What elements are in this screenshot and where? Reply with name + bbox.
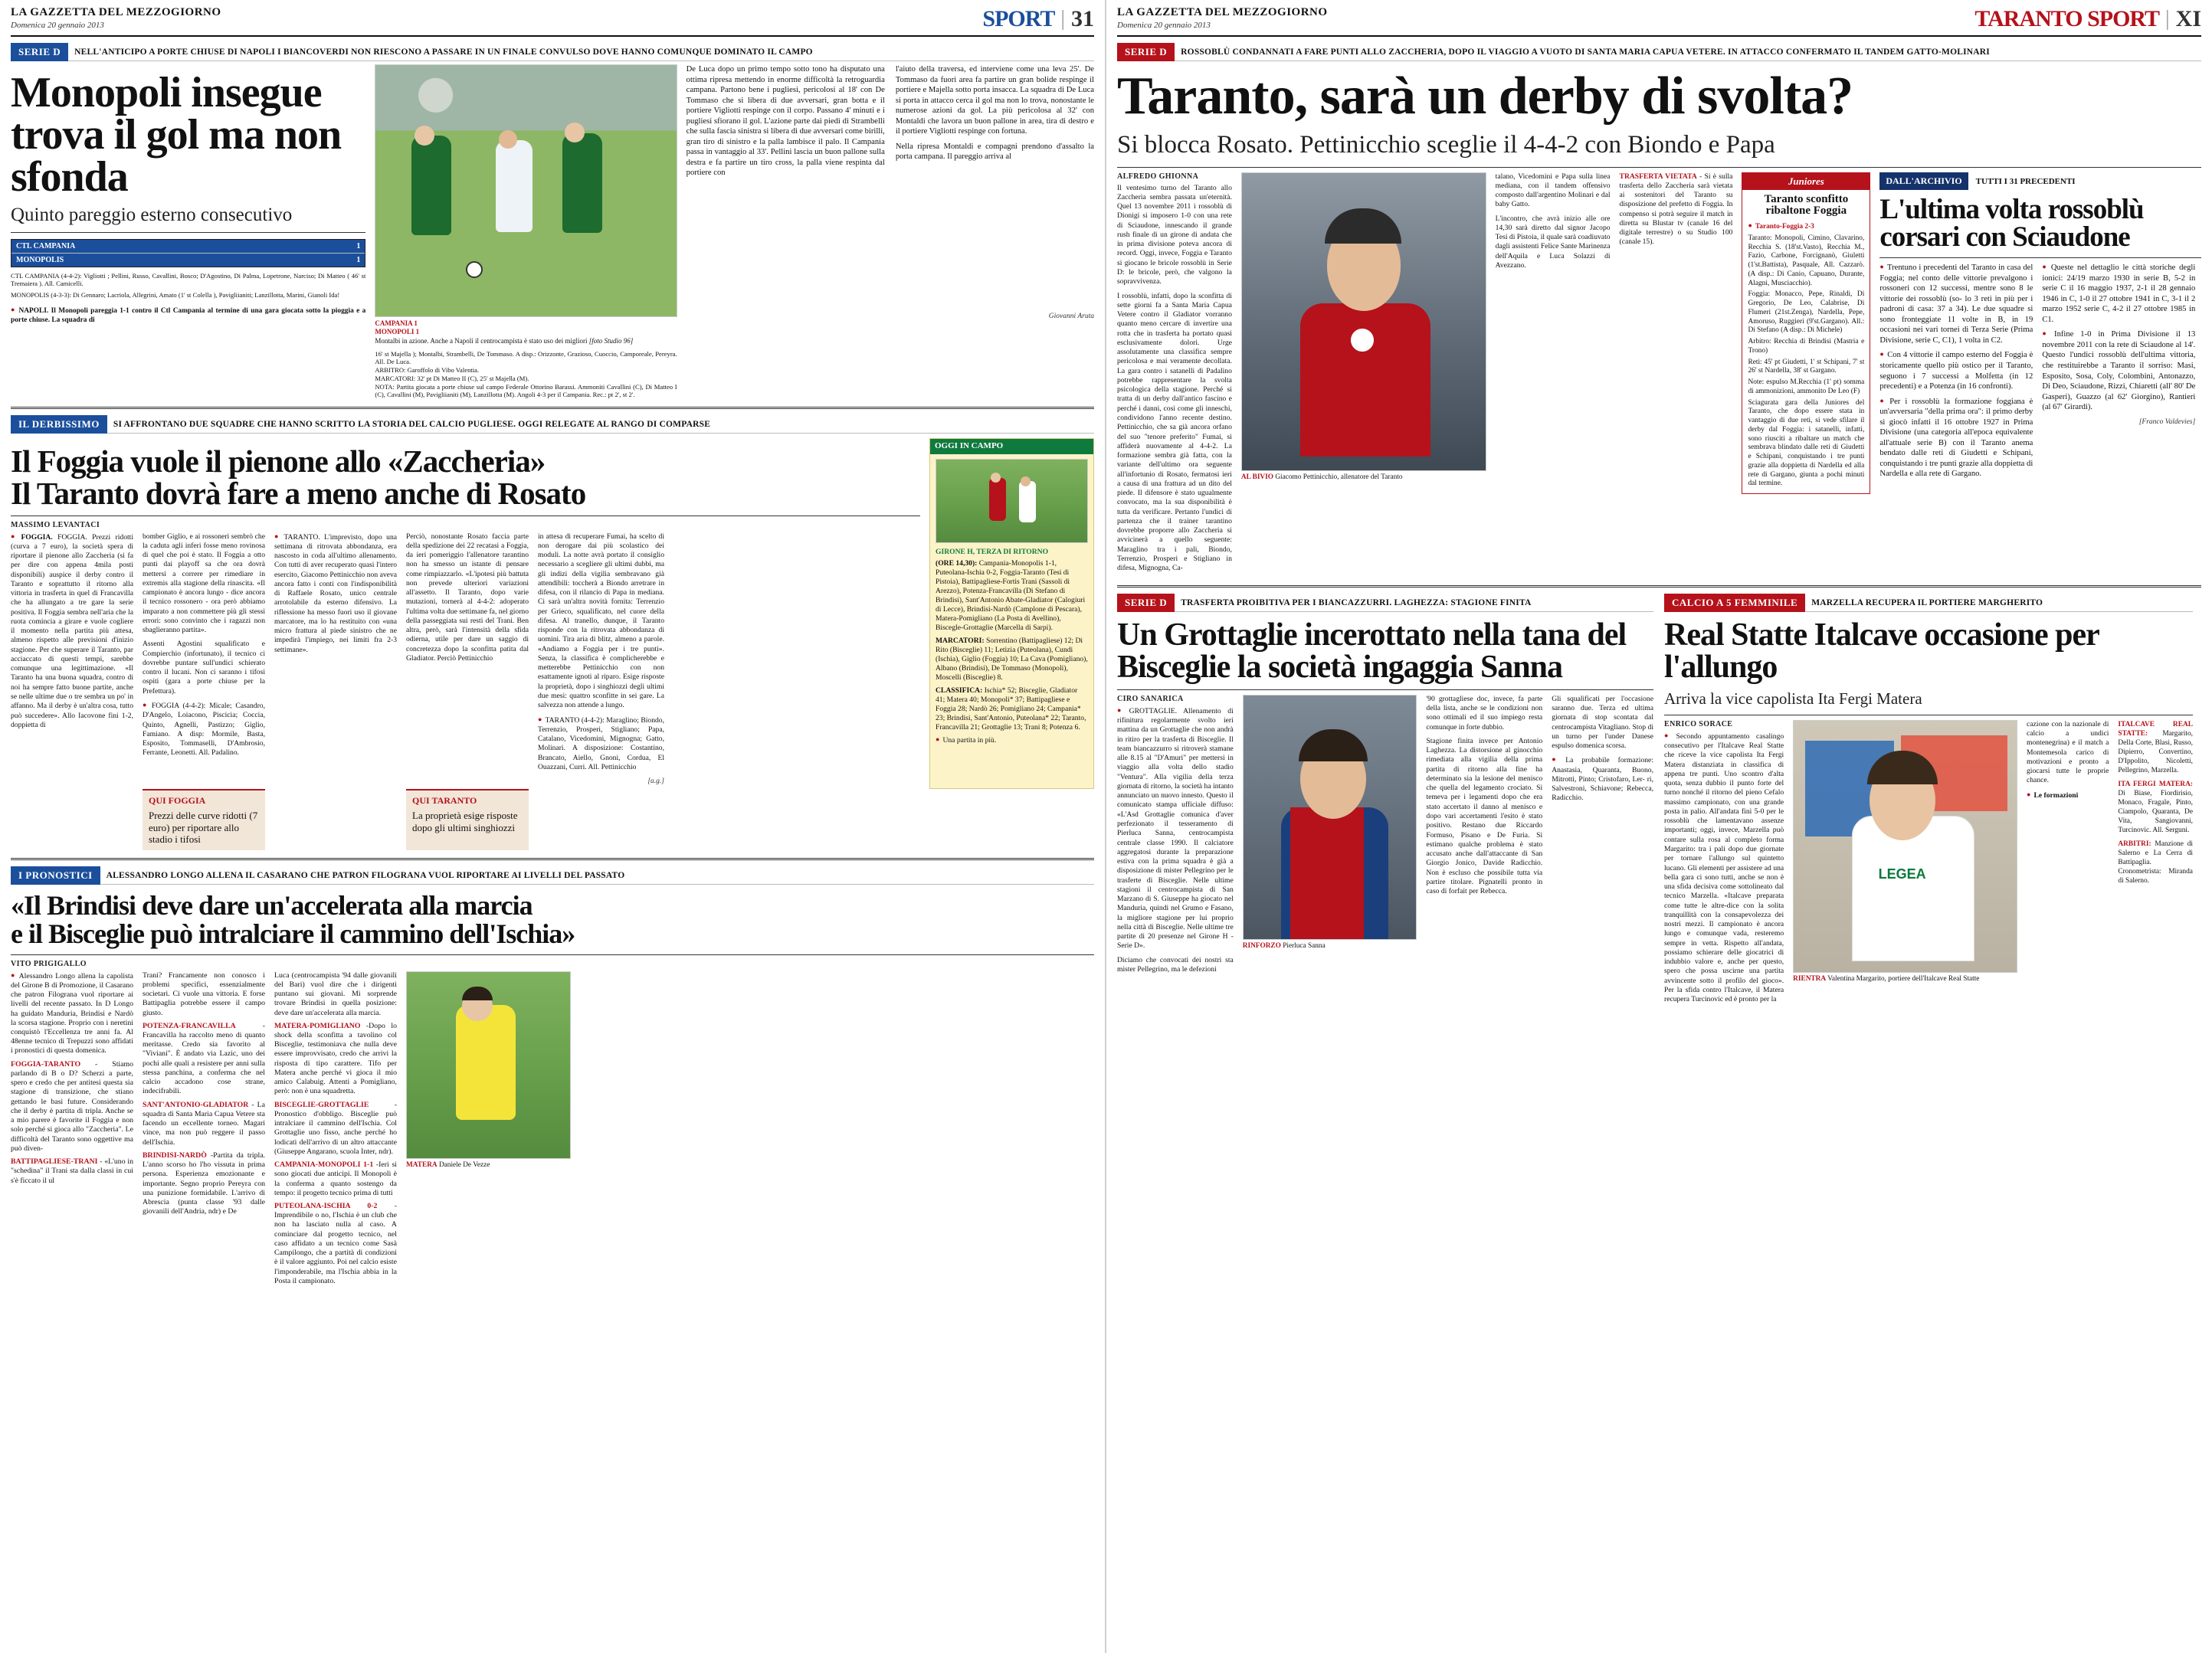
- r-a1-p3: talano, Vicedomini e Papa sulla linea mediana, con il tandem offensivo composto dall'argentino Molinari e dal baby Gatto.: [1495, 172, 1611, 209]
- article1-photo-col: [375, 64, 677, 399]
- arch-p5-text: Infine 1-0 in Prima Divisione il 13 novembre 2011 con la rete di Sciaudone al 14'. Questo l'undici rossoblù dell'ultima vittoria, che restituirebbe a Taranto il sorriso: Masi, Esposito, Sosa, Coly, Colombini, Antonazzo, Di Deo, Sciaudone, Rizzi, Chiaretti (all' 80' De Gasperi), Guazzo (al 62' Giorgino), Rantieri (al 67' Girardi).: [2042, 330, 2196, 412]
- newspaper-title: LA GAZZETTA DEL MEZZOGIORNO: [11, 6, 221, 18]
- r-article3-subhead: Arriva la vice capolista Ita Fergi Matera: [1664, 689, 1922, 708]
- margarito-photo: LEGEA: [1793, 720, 2017, 973]
- article3-headline-a: «Il Brindisi deve dare un'accelerata alla marcia: [11, 890, 533, 921]
- pred-title: POTENZA-FRANCAVILLA: [143, 1021, 236, 1030]
- newspaper-date: Domenica 20 gennaio 2013: [11, 21, 104, 30]
- girone-classifica: Ischia* 52; Bisceglie, Gladiator 41; Matera 40; Monopoli* 37; Battipagliese e Foggia 28; Nardò 26; Pomigliano 24; Campania* 23; Brindisi, Sant'Antonio, Puteolana* 22; Taranto, Francavilla 21; Grottaglie 13; Trani 8; Potenza 6.: [936, 686, 1086, 732]
- article2-headline-a: Il Foggia vuole il pienone allo «Zaccheria»: [11, 444, 546, 480]
- masthead-divider: |: [2165, 7, 2170, 31]
- pred-intro: [11, 971, 133, 1056]
- girone-classifica-label: CLASSIFICA:: [936, 686, 983, 695]
- grot-col1: [1117, 695, 1234, 979]
- margarito-caption-text: Valentina Margarito, portiere dell'Italcave Real Statte: [1827, 974, 1980, 983]
- r-article2-kicker: TRASFERTA PROIBITIVA PER I BIANCAZZURRI. LAGHEZZA: STAGIONE FINITA: [1175, 594, 1653, 612]
- article1-p3: Nella ripresa Montaldi e compagni prendono d'assalto la porta campana. Il pareggio arriva al: [895, 142, 1094, 162]
- r-article3-strip: [1664, 594, 2193, 612]
- caption-text: Giacomo Pettinicchio, allenatore del Taranto: [1275, 473, 1403, 481]
- foggia-text1: FOGGIA. Prezzi ridotti (curva a 7 euro), la società spera di riportare il pienone allo Zaccheria (si fa per dire con appena 4mila posti disponibili) auspice il derby contro il Taranto e soprattutto il ritorno alla vittoria in trasferta in quel di Francavilla che ha allungato a tre gare la serie positiva. Il Foggia sembra nell'aria che la ruota comincia a girare e vuole cogliere il momento nella partita più attesa, almeno rispetto alle previsioni d'inizio stagione. Per che superare il Taranto, par acciaccato di questi tempi, sarebbe comunque una legittimazione. «Il Taranto ha una buona squadra, contro di noi ha sempre fatto buone partite, anche se nelle ultime due o tre sembra un po' in affanno. Ma il derby è un'altra cosa, tutto può succedere». Allo Iacovone fini 1-2, doppietta di: [11, 532, 133, 729]
- pred-col1: [11, 971, 133, 1291]
- article2-kicker: SI AFFRONTANO DUE SQUADRE CHE HANNO SCRITTO LA STORIA DEL CALCIO PUGLIESE. OGGI RELEGATE AL RANGO DI COMPARSE: [107, 415, 1094, 434]
- girone-matches-text: Campania-Monopolis 1-1, Puteolana-Ischia 0-2, Foggia-Taranto (Tesi di Pistoia), Battipagliese-Fortis Trani (Sassoli di Arezzo), Potenza-Francavilla (Di Stefano di Brindisi), Sant'Antonio Abate-Gladiator (Calogiuri di Lecce), Brindisi-Nardò (Camplone di Pescara), Matera-Pomigliano (La Posta di Avellino), Biscegle-Grottaglie (Marcella di Sarpi).: [936, 558, 1086, 632]
- article1-photo-caption: Montalbi in azione. Anche a Napoli il centrocampista è stato uso dei migliori: [375, 336, 588, 345]
- arch-p4-text: Queste nel dettaglio le città storiche degli ionici: 24/19 marzo 1930 in serie B, 5-2 in serie C il 16 maggio 1937, 2-1 il 28 gennaio 1946 in C, 1-0 il 27 ottobre 1941 in C, 3-1 il 2 marzo 1952 serie C, 4-2 il 27 ottobre 1985 in C1.: [2042, 263, 2196, 324]
- r-a1-p5: Si è sulla trasferta dello Zaccheria sarà vietata ai sostenitori del Taranto su disposizione del prefetto di Foggia. In compenso si potrà seguire il match in diretta su Blustar tv (canale 16 del digitale terrestre) o su Studio 100 (canale 15).: [1619, 172, 1733, 247]
- pred-text: -Partita da tripla. L'anno scorso ho l'ho vissuta in prima persona. Esperienza emozionante e importante. Segno proprio Pereyra con una punizione formidabile. L'arrivo di Abrescia (punta classe '93 dalle giovanili dell'Andria, ndr) e De: [143, 1151, 265, 1216]
- sanna-caption: [1243, 942, 1417, 950]
- article1-body-wrap: [11, 64, 1094, 399]
- juniores-title: Taranto sconfitto ribaltone Foggia: [1764, 192, 1849, 218]
- girone-note: [936, 735, 1088, 745]
- r-article1-subhead: Si blocca Rosato. Pettinicchio sceglie il 4-4-2 con Biondo e Papa: [1117, 130, 1775, 159]
- calcio5-article: [1664, 594, 2193, 1009]
- scorebox-score: 1: [356, 255, 361, 264]
- archivio-col2: [2042, 263, 2195, 484]
- pettinicchio-caption: [1241, 473, 1486, 481]
- article2-tag: IL DERBISSIMO: [11, 415, 107, 434]
- article2-col5: [538, 532, 664, 787]
- masthead-left: [11, 6, 221, 30]
- right-masthead: [1117, 6, 2201, 37]
- arch-p1-text: Trentuno i precedenti del Taranto in casa del Foggia; nel conto delle vittorie prevalgono i rossoneri con 12 successi, mentre sono 8 le vittorie dei rossoblù (so- lo 3 reti in più per i padroni di casa: 37 a 34). Le due squadre si sono fronteggiate 11 volte in B, in 19 occasioni nei vari tornei di Terza Serie (Prima Divisione, serie C, C1), 1 volta in C2.: [1879, 263, 2033, 345]
- pred-more-2: Luca (centrocampista '94 dalle giovanili del Bari) vuol dire che i dirigenti puntano sui giovani. Mi sorprende trovare Brindisi in quella posizione: deve dare un'accelerata alla marcia.: [274, 971, 397, 1017]
- grot-p6-text: La probabile formazione: Anastasia, Quaranta, Buono, Mitrotti, Pinto; Cristofaro, Ler- ri, Salvestroni, Schiavone; Rebecca, Radicchio.: [1552, 756, 1653, 803]
- pred-item: [274, 1022, 397, 1097]
- archivio-col: [1879, 172, 2201, 578]
- arch-p3-text: Per i rossoblù la formazione foggiana è un'avversaria "della prima ora": il primo derby si giocò infatti il 16 ottobre 1927 in Prima Divisione (una categoria all'epoca equivalente all'attuale serie B) con il Taranto anema bendato dalle reti di Giudetti e Schipani, conquistando i tre punti grazie alla doppietta di Nardella e alla rete di Gargano.: [1879, 397, 2033, 479]
- r-article1-kicker: ROSSOBLÙ CONDANNATI A FARE PUNTI ALLO ZACCHERIA, DOPO IL VIAGGIO A VUOTO DI SANTA MARIA CAPUA VETERE. IN ATTACCO CONFERMATO IL TANDEM GATTO-MOLINARI: [1175, 43, 2201, 61]
- juniores-tag: Juniores: [1742, 173, 1870, 190]
- article1-lineups: [11, 272, 365, 300]
- r-a1-p2: I rossoblù, infatti, dopo la sconfitta di sette giorni fa a Santa Maria Capua Vetere contro il Gladiator vorranno quanto meno cercare di invertire una rotta che in trasferta ha portato quasi esclusivamente dolori. Urge assolutamente una classifica sempre pericolosa e mai veramente decollata. La gara contro i satanelli di Padalino potrebbe rappresentare la svolta psicologica della stagione. Perché si tratta di un derby dall'antico fascino e perché i danni, così come gli inneschi, condividono l'anno recente destino. Pettinicchio, che sa già ancora orfano del suo "tenore preferito" Fumai, si affiderà nuovamente al 4-4-2. La formazione sembra già fatta, con la variante dell'ultimo ora seguente all'infortunio di Rosato, fermatosi ieri a causa di una frattura ad un dito del piede. Il difensore è stato ugualmente convocato, ma la sua disponibilità è tutta da verificare. Pertanto l'undici di partenza che il trainer tarantino dovrebbe proporre allo Zaccheria si avvicinerà a quello seguente: Maraglino tra i pali, Biondo, Terrenzio, Prosperi e Stigliano in difesa, Mignogna, Ca-: [1117, 291, 1232, 573]
- scorebox-team: MONOPOLIS: [16, 255, 64, 264]
- article1-scorebox: [11, 239, 365, 267]
- juniores-score: Taranto-Foggia 2-3: [1755, 223, 1814, 231]
- r-a1-col4: [1620, 172, 1733, 578]
- trasferta-label: TRASFERTA VIETATA: [1619, 172, 1697, 181]
- taranto-text1: TARANTO. L'imprevisto, dopo una settimana di ritrovata abbondanza, era nascosto in coda all'ultimo allenamento. Con tutti di aver recuperato quasi l'intero esercito, Giacomo Pettinicchio non aveva ancora fatto i conti con l'indisponibilità di Raffaele Rosato, unico centrale arrotolabile da esterno difensivo. La riflessione ha messo fuori uso il giovane marcatore, ma lo ha restituito con «una micro frattura al piede sinistro che ne impedirà l'impiego, nei limiti fra 2-3 settimane».: [274, 532, 398, 654]
- pred-title: FOGGIA-TARANTO: [11, 1059, 81, 1069]
- juniores-goals: Reti: 45' pt Giudetti, 1' st Schipani, 7' st 26' st Nardella, 38' st Gargano.: [1748, 358, 1865, 375]
- grottaglie-article: [1117, 594, 1653, 1009]
- arch-p2: [1879, 350, 2033, 391]
- c5-photo-col: [1793, 720, 2017, 1010]
- juniores-text: Sciagurata gara della Juniores del Taranto, che dopo essere stata in vantaggio di due reti, si vede sfilare il derby dal Foggia: i satanelli, infatti, sono riusciti a ribaltare un match che sembrava blindato dalle reti di Giudetti e Schipani, conquistando i tre punti grazie alla doppietta di Nardella ed alla rete di Gargano, giunta a pochi minuti dal termine.: [1748, 398, 1865, 488]
- arbitri: [2118, 840, 2193, 885]
- pred-title: BATTIPAGLIESE-TRANI: [11, 1157, 98, 1167]
- juniores-col: [1742, 172, 1870, 578]
- section-label: SPORT: [982, 6, 1055, 31]
- r-bottom-wrap: [1117, 594, 2201, 1009]
- article2-headline-b: Il Taranto dovrà fare a meno anche di Rosato: [11, 476, 586, 512]
- oggi-in-campo-title: OGGI IN CAMPO: [930, 439, 1093, 454]
- pred-item: [274, 1202, 397, 1286]
- arch-p4: [2042, 263, 2195, 325]
- grot-p1: [1117, 706, 1234, 951]
- article1-photo-credit: [foto Studio 96]: [588, 336, 634, 345]
- archivio-headline: L'ultima volta rossoblù corsari con Sciaudone: [1879, 193, 2144, 253]
- pred-photo-col: [406, 971, 571, 1291]
- c5-p2: cazione con la nazionale di calcio a undici montenegrina) e il match a Montemesola carico di motivazioni e pronto a giocarsi tutte le proprie chance.: [2027, 719, 2109, 785]
- article2-main: [11, 438, 920, 850]
- taranto-p1: [274, 532, 397, 655]
- grot-p1-text: GROTTAGLIE. Allenamento di rifinitura regolarmente svolto ieri mattina da un Grottaglie che non andrà in ritiro per la trasferta di Bisceglie. Il team biancazzurro si ritroverà stamane alle 8.15 al "D'Amuri" per mettersi in viaggio alla volta dello stadio "Ventura". Alla vigilia della terza giornata di ritorno, la società ha intanto annunciato un nuovo innesto. Questo il comunicato stampa ufficiale diffuso: «L'Asd Grottaglie comunica d'aver perfezionato il tesseramento di Pierluca Sanna, centrocampista centrale classe 1990. Il calciatore aggregatosi durante la preparazione estiva con la prima squadra è già a disposizione di mister Pellegrino per le trasferte di Bisceglie. Nelle ultime stagioni il centrocampista di San Marzano di S. Giuseppe ha giocato nel Manduria, quindi nel Grumo e Fasano, la migliore stagione per lui proprio nella città di Bisceglie. Nelle ultime tre partite di 20 presenze nel Girone H - Serie D».: [1117, 706, 1234, 951]
- article1-photo-caption-wrap: CAMPANIA 1 MONOPOLI 1 Montalbi in azione. Anche a Napoli il centrocampista è stato uso dei migliori [foto Studio 96]: [375, 319, 634, 345]
- pred-text: -Imprendibile o no, l'Ischia è un club che non ha lasciato nulla al caso. A cominciare dal progetto tecnico, nel caso affidato a un tecnico come Sasà Campilongo, che a partità di condizioni è il valore aggiunto. Poi nel calcio esiste l'imponderabile, ma l'Ischia abbia in la Posta il campionato.: [274, 1202, 397, 1285]
- r-a1-trasferta: TRASFERTA VIETATA - Si è sulla trasferta dello Zaccheria sarà vietata ai sostenitori del Taranto su disposizione del prefetto di Foggia. In compenso si potrà seguire il match in diretta su Blustar tv (canale 16 del digitale terrestre) o su Studio 100 (canale 15).: [1619, 172, 1733, 247]
- article3-tag: I PRONOSTICI: [11, 866, 100, 885]
- matera-photo: [406, 971, 571, 1159]
- r-article1-headline: Taranto, sarà un derby di svolta?: [1117, 67, 1853, 126]
- matchdata-notes: NOTA: Partita giocata a porte chiuse sul campo Federale Ottorino Barassi. Ammoniti Cavallini (C), Di Matteo I (C), Cavallini (M), Pavigliianiti (M), Lanzillotta (M). Angoli 4-3 per il Campania. Rec.: pt 2', st 2'.: [375, 382, 677, 399]
- form-italcave-text: Margarito, Della Corte, Blasi, Russo, Dipierro, Convertino, D'Ippolito, Nicoletti, Pellegrino, Marzella.: [2118, 729, 2193, 774]
- article2-col1: [11, 532, 133, 787]
- article1-p2: l'aiuto della traversa, ed interviene come una leva 25'. De Tommaso da fuori area fa partire un gran bolide respinge il portiere e Majella sotto porta insacca. La squadra di De Luca si porta in attacco cerca il gol ma non lo trova, nonostante le numerose azioni da gol. La più pericolosa al 32' con Montaldi che lavora un buon pallone in area, tira di destro e il portiere Vigliotti respinge con fortuna.: [895, 65, 1094, 136]
- oggi-in-campo-col: [929, 438, 1094, 850]
- article1-left: [11, 64, 365, 399]
- pred-item: [11, 1157, 133, 1186]
- lineup-home: CTL CAMPANIA (4-4-2): Vigliotti ; Pellini, Russo, Cavallini, Bosco; D'Agostino, Di Palma, Lopetrone, Narciso; Di Matteo ( 46' st Tremaiera ). All. Camicelli.: [11, 271, 366, 288]
- foggia-p3: Assenti Agostini squalificato e Compierchio (infortunato), il tecnico ci dovrebbe puntare sull'undici schierato contro il lucani. Non ci saranno i tifosi ospiti (gara a porte chiuse per la Prefettura).: [143, 640, 265, 696]
- pred-title: PUTEOLANA-ISCHIA 0-2: [274, 1202, 378, 1210]
- caption-label: AL BIVIO: [1240, 473, 1273, 481]
- juniores-notes: Note: espulso M.Recchia (1' pt) somma di ammonizioni, ammonito De Leo (F): [1748, 378, 1865, 395]
- pred-title: BRINDISI-NARDÒ: [143, 1151, 207, 1160]
- arch-p2-text: Con 4 vittorie il campo esterno del Foggia è storicamente quello più ostico per il Taranto, seguono i 7 successi a Molfetta (in 12 precedenti) e a Potenza (in 16 confronti).: [1879, 351, 2033, 391]
- sanna-photo: [1243, 695, 1417, 940]
- article1-kicker: NELL'ANTICIPO A PORTE CHIUSE DI NAPOLI I BIANCOVERDI NON RIESCONO A PASSARE IN UN FINALE CONVULSO DOVE HANNO COMUNQUE DOMINATO IL CAMPO: [68, 43, 1094, 61]
- arch-p3: [1879, 397, 2033, 480]
- pred-title: SANT'ANTONIO-GLADIATOR: [143, 1100, 249, 1109]
- arch-p1: [1879, 263, 2033, 345]
- pred-item: [11, 1060, 133, 1154]
- article1-strip: [11, 43, 1094, 61]
- r-a1-col3: [1496, 172, 1611, 578]
- article1-photo: [375, 64, 677, 317]
- foggia-lineup-text: FOGGIA (4-4-2): Micale; Casandro, D'Angelo, Loiacono, Piscicia; Coccia, Quinto, Agnelli, Pastizzo; Giglio, Famiano. A disp: Mormile, Basta, Esposito, Tommaselli, D'Ambrosio, Ferrante, Leonetti. All. Padalino.: [143, 702, 265, 758]
- arch-p5: [2042, 329, 2195, 412]
- archivio-credit: [Franco Valdevies]: [2138, 417, 2196, 426]
- pred-intro-text: Alessandro Longo allena la capolista del Girone B di Promozione, il Casarano che patron Filograna vuol riportare ai livelli del recente passato. In D Longo ha guidato Manduria, Brindisi e Nardò la scorsa stagione. Proprio con i neretini conquistò l'Eccellenza tre anni fa. Al 48enne tecnico di Trepuzzi sono affidati i pronostici di questa domenica.: [11, 971, 134, 1056]
- r-article3-byline: ENRICO SORACE: [1664, 719, 1733, 728]
- quote-foggia: [143, 789, 265, 850]
- quote-foggia-text: Prezzi delle curve ridotti (7 euro) per riportare allo stadio i tifosi: [149, 810, 258, 846]
- grot-p4: Stagione finita invece per Antonio Laghezza. La distorsione al ginocchio rimediata alla vigilia della prima partita di ritorno alla fine ha determinato sia la lesione del menisco che quella del legamento crociato. Si temeva per i legamenti dopo che era stato accertato il danno al menisco e dopo vari accertamenti l'esito è stato positivo. Restano due Riccardo Formuso, Pisano e De Furia. Si estimano qualche problema è stato accusato anche dall'attaccante di San Giorgio Jonico, Davide Radicchio. Non è escluso che possibile tutta via partire titolare. Pignatelli pronto in caso di forfait per Rebecca.: [1426, 736, 1543, 896]
- r-article1-byline: ALFREDO GHIONNA: [1117, 172, 1199, 181]
- matchdata-referee: ARBITRO: Garoffolo di Vibo Valentia.: [375, 366, 480, 375]
- juniores-body: [1742, 221, 1870, 489]
- oggi-photo: [936, 459, 1088, 543]
- article1-headline: Monopoli insegue trova il gol ma non sfonda: [11, 69, 342, 201]
- article1-tag: SERIE D: [11, 43, 68, 61]
- quote-taranto: [406, 789, 529, 850]
- masthead-right: [1974, 6, 2201, 32]
- grot-photo-col: [1243, 695, 1417, 979]
- article1-credit: Giovanni Aruta: [1048, 313, 1094, 320]
- r-article2-byline: CIRO SANARICA: [1117, 694, 1184, 703]
- article2-byline: MASSIMO LEVANTACI: [11, 520, 100, 529]
- matera-caption-text: Daniele De Vezze: [438, 1160, 490, 1169]
- article3-strip: [11, 866, 1094, 885]
- scorebox-team: CTL CAMPANIA: [16, 241, 76, 250]
- r-article1-strip: [1117, 43, 2201, 61]
- grot-col4: [1552, 695, 1653, 979]
- r-article2-headline: Un Grottaglie incerottato nella tana del Bisceglie la società ingaggia Sanna: [1117, 617, 1627, 685]
- taranto-lineup: [538, 715, 664, 773]
- juniores-lineup-taranto: Taranto: Monopoli, Cimino, Clavarino, Recchia S. (18'st.Vasto), Recchia M., Fazio, Carbone, Forcignanò, Giuletti (1'st.Battista), Pasquale, All. Cazzarò. (A disp.: Di Canio, Capuano, Durante, Alagni, Musciacchio).: [1748, 234, 1865, 287]
- article2-col4: [406, 532, 529, 787]
- oggi-in-campo-box: [929, 438, 1094, 789]
- girone-matches: [936, 559, 1088, 633]
- pred-text: - Stiamo parlando di B o D? Scherzi a parte, spero e credo che per antitesi questa sia stagione di transizione, che stiano gettando le basi future. Considerando che il derby è partita di tripla. Anche se a mio parere è favorite il Foggia e non solo perché si gioca allo "Zaccheria". Le difficoltà del Taranto sono oggettive ma può diven-: [11, 1059, 133, 1153]
- sanna-caption-label: RINFORZO: [1242, 941, 1281, 950]
- article3-wrap: [11, 971, 1094, 1291]
- left-masthead: [11, 6, 1094, 37]
- newspaper-title: LA GAZZETTA DEL MEZZOGIORNO: [1117, 6, 1328, 18]
- pred-col2: [143, 971, 265, 1291]
- form-matera-text: Di Biase, Fiordirisio, Monaco, Fragale, Pinto, Ciampolo, Quaranta, De Vita, Sangiovanni, Turcinovic. All. Serguni.: [2118, 790, 2193, 835]
- c5-col1: [1664, 720, 1784, 1010]
- r-article1-tag: SERIE D: [1117, 43, 1175, 61]
- form-matera: [2118, 780, 2193, 835]
- r-article3-kicker: MARZELLA RECUPERA IL PORTIERE MARGHERITO: [1805, 594, 2193, 612]
- r-article1-wrap: [1117, 172, 2201, 578]
- r-article2-strip: [1117, 594, 1653, 612]
- pred-text: - La squadra di Santa Maria Capua Vetere sta facendo un eccellente torneo. Magari vince, ma non può reggere il passo dell'Ischia.: [143, 1100, 265, 1147]
- sanna-caption-text: Pierluca Sanna: [1283, 941, 1326, 950]
- pred-title: MATERA-POMIGLIANO: [274, 1021, 361, 1030]
- pred-title: CAMPANIA-MONOPOLI 1-1: [274, 1160, 374, 1170]
- lineup-away: MONOPOLIS (4-3-3): Di Gennaro; Lacriola, Allegrini, Amato (1' st Colella ), Pavigliianiti; Lanzillotta, Marini, Gianoli Ida!: [11, 291, 340, 300]
- form-italcave-label: ITALCAVE REAL STATTE:: [2118, 720, 2193, 738]
- scorebox-score: 1: [356, 241, 361, 250]
- pettinicchio-photo: [1241, 172, 1486, 471]
- grot-p5: Gli squalificati per l'occasione saranno due. Terza ed ultima giornata di stop scontata dal centrocampista Vitagliano. Stop di un turno per l'under Danese espulso domenica scorsa.: [1552, 694, 1653, 751]
- quote-row: [11, 789, 920, 850]
- matchdata-line: 16' st Majella ); Montalbi, Strambelli, De Tommaso. A disp.: Orizzonte, Grazioso, Cuoccio, Camporeale, Pereyra. All. De Luca.: [375, 349, 677, 366]
- arbitri-text: Manzione di Salerno e La Cerra di Battipaglia. Cronometrista: Miranda di Salerno.: [2118, 840, 2193, 885]
- article2-credit: [a.g.]: [647, 777, 664, 786]
- pred-text: -Ieri si sono giocati due anticipi. Il Monopoli è la conferma a quanto sostengo da tempo: il progetto tecnico prima di tutti: [274, 1160, 397, 1197]
- foggia-p1: ● FOGGIA. FOGGIA. Prezzi ridotti (curva a 7 euro), la società spera di riportare il pienone allo Zaccheria (si fa per dire con appena 4mila posti disponibili) auspice il derby contro il Taranto e soprattutto il ritorno alla vittoria in trasferta in quel di Francavilla che ha allungato a tre gare la serie positiva. Il Foggia sembra nell'aria che la ruota comincia a girare e vuole cogliere il momento nella partita più attesa, almeno rispetto alle previsioni d'inizio stagione. Per che superare il Taranto, par acciaccato di questi tempi, sarebbe comunque una legittimazione. «Il Taranto ha una buona squadra, contro di noi ha sempre fatto buone partite, anche se nelle ultime due o tre sembra un po' in affanno. Ma il derby è un'altra cosa, tutto può succedere». Allo Iacovone fini 1-2, doppietta di: [11, 532, 133, 731]
- article3-headline-b: e il Bisceglie può intralciare il cammino dell'Ischia»: [11, 918, 575, 950]
- arbitri-label: ARBITRI:: [2118, 840, 2151, 849]
- juniores-box: [1742, 172, 1870, 495]
- foggia-p2: bomber Giglio, e ai rossoneri sembrò che la caduta agli inferi fosse meno rovinosa di quel che poi è stato. Il Foggia a otto punti dai playoff sa che ora dovrà mettersi a correre per rimediare in extremis alla stagione della rinascita. «Il campionato è ancora lungo - dice ancora il tecnico rossonero - ora però abbiamo imparato a non commettere più gli stessi errori: sono convinto che i ragazzi non sbaglieranno partita».: [143, 532, 265, 635]
- grot-col3: [1426, 695, 1542, 979]
- r-a1-col1: [1117, 172, 1232, 578]
- c5-p3: [2027, 790, 2109, 800]
- article1-text: [687, 64, 1094, 309]
- c5-col4: [2118, 720, 2193, 1010]
- napoli-note: NAPOLI. Il Monopoli pareggia 1-1 contro il Ctl Campania al termine di una gara giocata sotto la pioggia e a porte chiuse. La squadra di: [11, 306, 366, 325]
- masthead-right: [982, 6, 1094, 32]
- article1-napoli-note: [11, 306, 365, 325]
- margarito-caption: [1793, 975, 2017, 983]
- pred-title: BISCEGLIE-GROTTAGLIE: [274, 1100, 369, 1109]
- juniores-referee: Arbitro: Recchia di Brindisi (Mastria e Trono): [1748, 338, 1865, 355]
- quote-foggia-title: QUI FOGGIA: [149, 795, 206, 807]
- girone-standings: [936, 686, 1088, 732]
- grot-p3: '90 grottagliese doc, invece, fa parte della lista, anche se le condizioni non sono ottimali ed il suo impiego resta comunque in forte dubbio.: [1426, 694, 1543, 732]
- foggia-lineup: [143, 701, 265, 758]
- article2-col3: [274, 532, 397, 787]
- article2-strip: [11, 415, 1094, 434]
- girone-marcatori: Sorrentino (Battipagliese) 12; Di Rito (Bisceglie) 11; Letizia (Puteolana), Cundi (Ischia), Giglio (Foggia) 10; La Cava (Pomigliano), Albano (Brindisi), De Tommaso (Monopoli), Moscelli (Bisceglie) 8.: [936, 636, 1088, 682]
- pred-text: -Pronostico d'obbligo. Bisceglie può intralciare il cammino dell'Ischia. Col Grottaglie uno fisso, anche perché ho lodicati dell'arrivo di un altro attaccante (Giuseppe Angarano, scuola Inter, ndr).: [274, 1100, 397, 1156]
- pred-item: [143, 1151, 265, 1217]
- girone-note-text: Una partita in più.: [942, 735, 997, 745]
- section-label: TARANTO SPORT: [1974, 6, 2160, 31]
- archivio-col1: [1879, 263, 2033, 484]
- quote-taranto-title: QUI TARANTO: [412, 795, 477, 807]
- form-matera-label: ITA FERGI MATERA:: [2118, 780, 2193, 788]
- article2-wrap: [11, 438, 1094, 850]
- article1-subhead: Quinto pareggio esterno consecutivo: [11, 204, 293, 225]
- c5-p1-text: Secondo appuntamento casalingo consecutivo per l'Italcave Real Statte che riceve la vice capolista Ita Fergi Matera distanziata in classifica di appena tre punti. Uno scontro d'alta quota, senza dubbio il punto forte del turno nonché il ritorno del pieno Cefalo massimo campionato, con una grande posta in palio. All'andata finì 5-0 per le rossoblù che lamentavano assenze importanti; oggi, invece, Marzella può contare sulla rosa al completo forma Margarito: tra i pali dopo due giornate per tornare l'allungo sul quintetto lucano. Gli elementi per assistere ad una bella gara ci sono tutti, anche se non è una sfida decisiva come sottolineato dal tecnico Marzella. «Italcave preparata come tutte le altre-dice con la solita tranquillità con la consapevolezza dei nostri mezzi. Il campionato è ancora lungo e comunque vada, resteremo sempre in vetta. Rispetto all'andata, possiamo schierare delle giocatrici di indubbio valore e, anche per questo, spero che possa uscirne una partita avvincente sotto il profilo del gioco». Per la sfida contro l'Italcave, il Matera recupera Turcinovic ed è pronto per la: [1664, 732, 1784, 1004]
- pred-more-1: Trani? Francamente non conosco i problemi specifici, essenzialmente societari. Ci vuole una vittoria. E forse Battipaglia potrebbe essere il campo giusto.: [143, 971, 265, 1017]
- r-a1-p1: Il ventesimo turno del Taranto allo Zaccheria sembra passata un'eternità. Quel 13 novembre 2011 i rossoblù di Dionigi si imposero 1-0 con una rete di Sciaudone, innescando il grande rush finale di un girone di andata che in prima divisione poteva ancora di record. Oggi, invece, Foggia e Taranto si giocano le bricole rossoblù in Serie D: le bricole, però, che valgono la sopravvivenza.: [1117, 183, 1232, 286]
- grot-p6: [1552, 755, 1653, 803]
- archivio-kicker: TUTTI I 31 PRECEDENTI: [1975, 176, 2076, 186]
- article1-p1: De Luca dopo un primo tempo sotto tono ha disputato una ottima ripresa mettendo in enorme difficoltà la retroguardia campana. Partono bene i pugliesi, pericolosi al 18' con De Tommaso che si libera di due avversari, gran botta e il portiere Vigliotti respinge con il corpo. Passano 4' minuti e i pugliesi sfiorano il gol. L'azione parte dai piedi di Strambelli che sulla fascia sinistra si libera di due avversari come birilli, gran tiro di sinistro e la palla lambisce il palo. Il Campania passa in vantaggio al 33'. Pellini lascia un buon pallone sulla destra e fa partire un tiro cross, la palla viene respinta dal portiere con: [686, 65, 885, 178]
- c5-formazioni-label: Le formazioni: [2033, 790, 2079, 800]
- right-page: [1106, 0, 2212, 1653]
- c5-p1: [1664, 732, 1784, 1005]
- archivio-box: [1879, 172, 2201, 484]
- article1-matchdata: [375, 350, 677, 399]
- grot-p2: Diciamo che convocati dei nostri sta mister Pellegrino, ma le defezioni: [1117, 955, 1234, 974]
- pred-text: - «L'uno in "schedina" il Trani sta dalla classi in cui s'è ficcato il ul: [11, 1157, 133, 1185]
- page-number: 31: [1071, 6, 1094, 31]
- pred-item: [274, 1160, 397, 1198]
- grottaglie-cols: [1117, 695, 1653, 979]
- article2-col2: [143, 532, 265, 787]
- article3-kicker: ALESSANDRO LONGO ALLENA IL CASARANO CHE PATRON FILOGRANA VUOL RIPORTARE AI LIVELLI DEL PASSATO: [100, 866, 1094, 885]
- matera-caption-label: MATERA: [406, 1160, 437, 1169]
- pred-item: [274, 1101, 397, 1157]
- form-italcave: [2118, 720, 2193, 775]
- girone-ore: (ORE 14,30):: [936, 558, 978, 568]
- article3-byline: VITO PRIGIGALLO: [11, 959, 87, 968]
- archivio-tag: DALL'ARCHIVIO: [1879, 172, 1968, 190]
- pred-text: -Francavilla ha raccolto meno di quanto meritasse. Credo sia favorito al "Viviani". È andato via Lazic, uno dei pochi alle quali a resistere per anni sulla stessa panchina, a conferma che nel calcio accadono cose strane, indecifrabili.: [143, 1021, 265, 1096]
- r-a1-photo-col: [1241, 172, 1486, 578]
- c5-col3: [2027, 720, 2109, 1010]
- pred-col3: [274, 971, 397, 1291]
- girone-marcatori-label: MARCATORI:: [936, 636, 985, 645]
- matera-caption: [406, 1161, 571, 1169]
- masthead-divider: |: [1060, 7, 1065, 31]
- quote-taranto-text: La proprietà esige risposte dopo gli ultimi singhiozzi: [412, 810, 518, 833]
- girone-title: GIRONE H, TERZA DI RITORNO: [936, 547, 1049, 556]
- r-article3-headline: Real Statte Italcave occasione per l'allungo: [1664, 617, 2099, 685]
- girone-scorers: [936, 637, 1088, 682]
- page-number: XI: [2175, 6, 2201, 31]
- taranto-lineup-text: TARANTO (4-4-2): Maraglino; Biondo, Terrenzio, Prosperi, Stigliano; Papa, Catalano, Vicedomini, Mignogna; Gatto, Molinari. A disposizione: Costantino, Brancato, Aiello, Gnoni, Cordua, El Ouazzani, Curri. All. Pettinicchio: [538, 715, 665, 771]
- masthead-left: [1117, 6, 1328, 30]
- scorebox-row: [11, 240, 365, 254]
- matchdata-scorers: MARCATORI: 32' pt Di Matteo II (C), 25' st Majella (M).: [375, 374, 529, 382]
- r-article2-tag: SERIE D: [1117, 594, 1175, 612]
- article2-columns: [11, 532, 920, 787]
- pred-text: -Dopo lo shock della sconfitta a tavolino col Bisceglie, testimoniava che nulla deve essere improvvisato, credo che arrivi la risposta di tipo carattere. Tifo per Matera anche perché vi gioca il mio amico Calabuig. Attenti a Pomigliano, però: non è una squadretta.: [274, 1021, 397, 1096]
- taranto-p2: Perciò, nonostante Rosato faccia parte della spedizione dei 22 recatasi a Foggia, da ieri pomeriggio l'allenatore tarantino non ha smesso un istante di pensare come rimpiazzarlo. «L'ipotesi più battuta non prevede ulteriori variazioni all'assetto. Il Taranto, dopo varie mutazioni, tornerà al 4-4-2: adoperato l'ultima volta due settimane fa, nel giorno della passeggiata sui resti del Trani. Ben altra, però, sarà l'intensità della sfida odierna, utile per dare un saggio di concretezza dopo la sconfitta patita dal Gladiator. Perciò Pettinicchio: [406, 532, 529, 663]
- juniores-lineup-foggia: Foggia: Monacco, Pepe, Rinaldi, Di Gregorio, De Leo, Calabrise, Di Flumeri (21st.Zenga), Nardella, Pepe, Amoruso, Ruggieri (9'st.Gargano). All.: Di Stefano (A disp.: Di Michele): [1748, 290, 1865, 335]
- r-a1-p4: L'incontro, che avrà inizio alle ore 14,30 sarà diretto dal signor Jacopo Tesi di Pistoia, il quale sarà coadiuvato dagli assistenti Felice Sante Marinenza dell'Aquila e Luca Solazzi di Avezzano.: [1495, 214, 1611, 270]
- article1-text-cols: [687, 64, 1094, 399]
- pred-item: [143, 1022, 265, 1097]
- taranto-p3: in attesa di recuperare Fumai, ha scelto di non derogare dai più scolastico dei moduli. La notte avrà portato il consiglio necessario a scegliere gli ultimi dubbi, ma gli indizi della vigilia sembravano già attendibili: toccherà a Biondo arretrare in difesa, con il rilancio di Papa in mediana. Ci sarà un'altra novità fornita: Terrenzio per Grieco, squalificato, nel cuore della difesa. Al tranello, dunque, il Taranto risponde con la ritrovata abbondanza di uomini. Tira aria di blitz, almeno a parole. «Andiamo a Foggia per i tre punti». Senza, la classifica è complicherebbe e metterebbe Pettinicchio con non esattamente ignoti al riparo. Esige risposte la proprietà, dopo i singhiozzi degli ultimi due mesi: quattro sconfitte in sei gare. La salvezza non attende a lungo.: [538, 532, 664, 710]
- margarito-caption-label: RIENTRA: [1793, 974, 1827, 983]
- scorebox-row: [11, 254, 365, 267]
- calcio5-cols: [1664, 720, 2193, 1010]
- pred-item: [143, 1101, 265, 1147]
- newspaper-date: Domenica 20 gennaio 2013: [1117, 21, 1211, 30]
- r-article3-tag: CALCIO A 5 FEMMINILE: [1664, 594, 1805, 612]
